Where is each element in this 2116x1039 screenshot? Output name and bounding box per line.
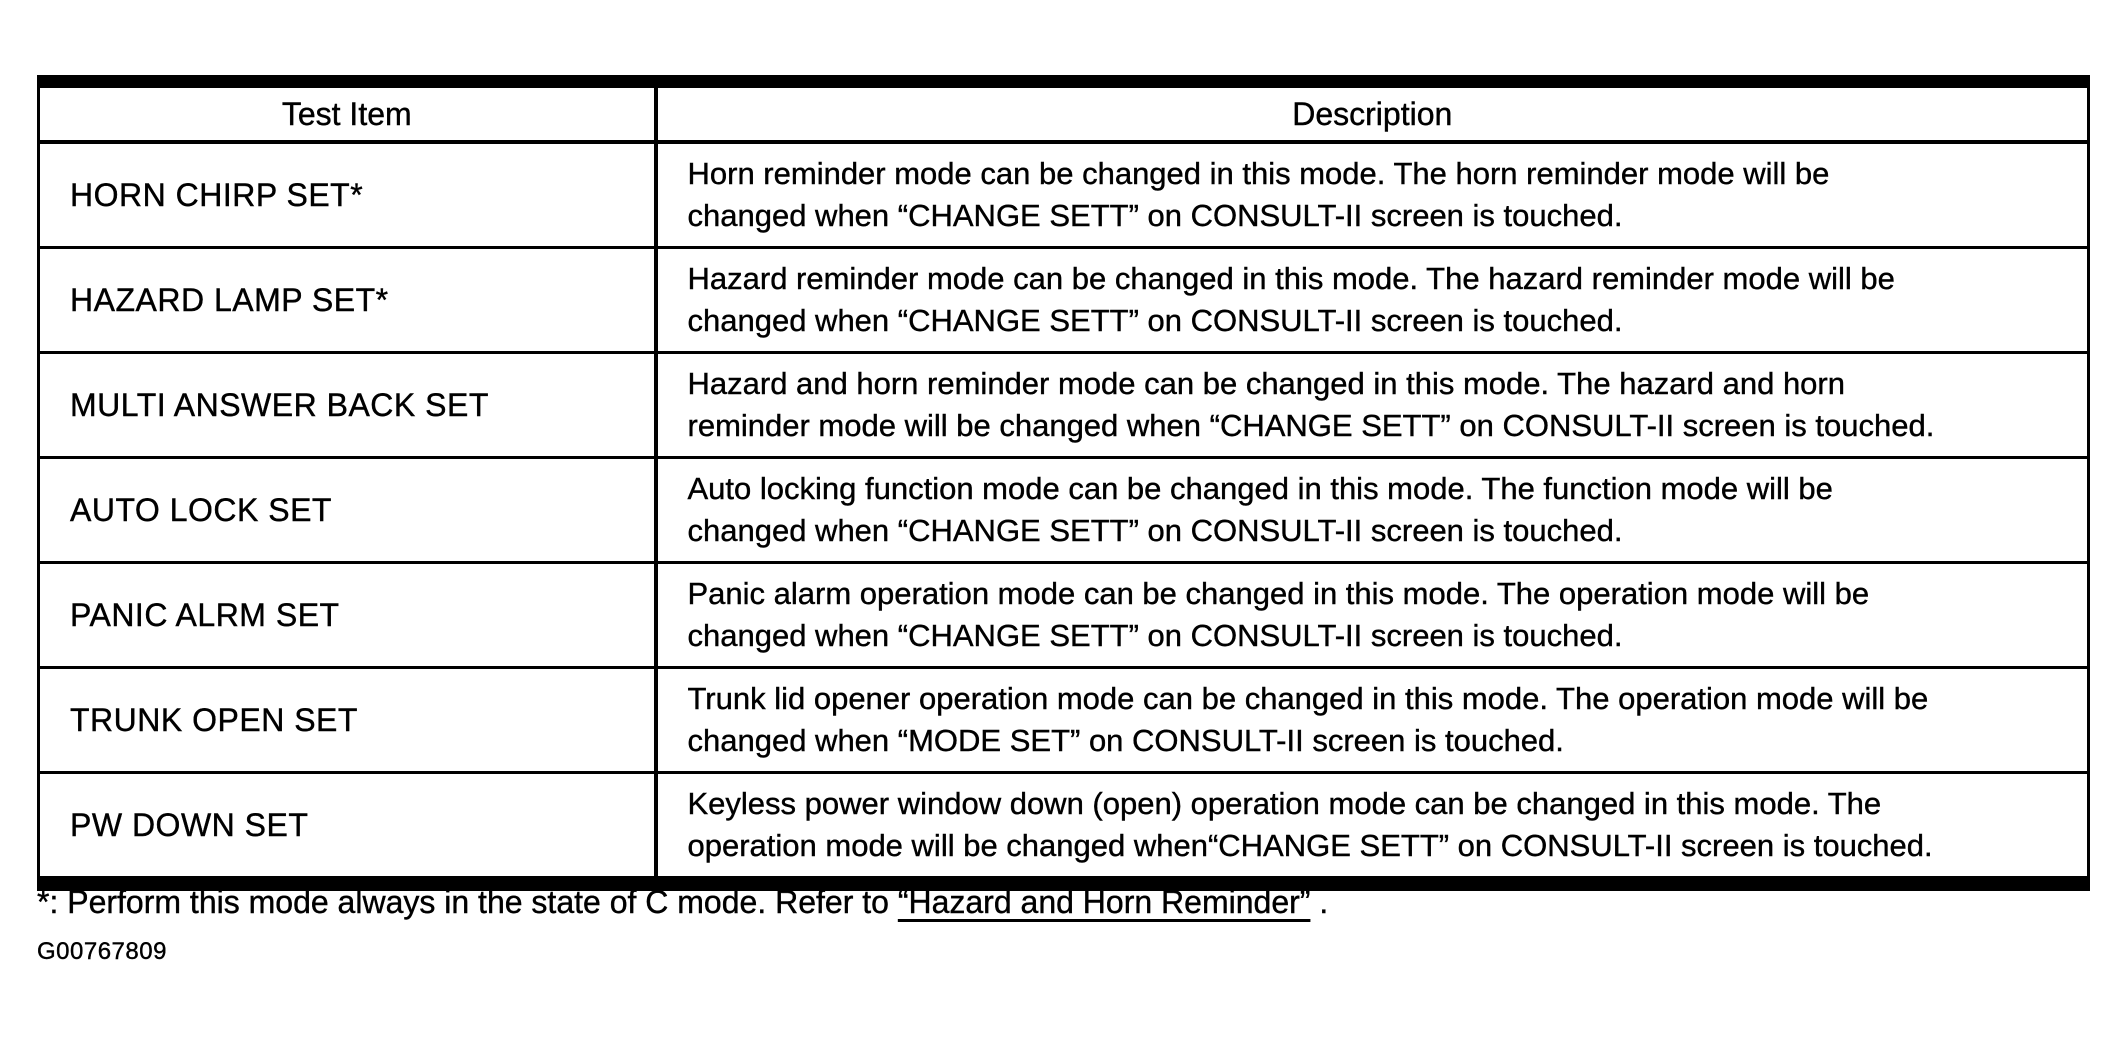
table-row [39,142,2089,248]
description-cell [656,458,2089,563]
footnote-period: . [1310,884,1329,920]
table-row [39,248,2089,353]
table-row [39,458,2089,563]
description-line: reminder mode will be changed when “CHANGE SETT” on CONSULT-II screen is touched. [687,408,1935,443]
description-line: Horn reminder mode can be changed in this mode. The horn reminder mode will be [687,156,1830,191]
test-item-cell: AUTO LOCK SET [39,458,656,563]
table-header-row [39,82,2089,143]
table-row [39,668,2089,773]
description-line: Panic alarm operation mode can be changed in this mode. The operation mode will be [687,576,1870,611]
description-line: Hazard reminder mode can be changed in this mode. The hazard reminder mode will be [687,261,1895,296]
description-cell [656,668,2089,773]
description-line: changed when “MODE SET” on CONSULT-II screen is touched. [687,723,1564,758]
test-item-cell: TRUNK OPEN SET [39,668,656,773]
description-line: Trunk lid opener operation mode can be changed in this mode. The operation mode will be [687,681,1929,716]
test-item-cell: MULTI ANSWER BACK SET [39,353,656,458]
figure-id: G00767809 [37,938,167,965]
description-line: changed when “CHANGE SETT” on CONSULT-II screen is touched. [687,618,1623,653]
test-item-cell: PW DOWN SET [39,773,656,884]
description-cell [656,353,2089,458]
description-cell [656,248,2089,353]
column-header-test-item: Test Item [39,82,656,143]
description-line: changed when “CHANGE SETT” on CONSULT-II screen is touched. [687,513,1623,548]
test-item-cell: PANIC ALRM SET [39,563,656,668]
description-line: changed when “CHANGE SETT” on CONSULT-II screen is touched. [687,303,1623,338]
test-item-cell: HAZARD LAMP SET* [39,248,656,353]
hazard-horn-reminder-link[interactable]: “Hazard and Horn Reminder” [897,884,1311,920]
description-cell [656,142,2089,248]
table-row [39,563,2089,668]
description-line: Auto locking function mode can be changed in this mode. The function mode will be [687,471,1833,506]
table-row [39,353,2089,458]
footnote-text: *: Perform this mode always in the state of C mode. Refer to [37,884,898,920]
table-row [39,773,2089,884]
description-cell [656,773,2089,884]
description-line: Keyless power window down (open) operation mode can be changed in this mode. The [687,786,1882,821]
footnote [37,884,1328,921]
description-line: operation mode will be changed when“CHANGE SETT” on CONSULT-II screen is touched. [687,828,1933,863]
test-item-cell: HORN CHIRP SET* [39,142,656,248]
description-line: changed when “CHANGE SETT” on CONSULT-II screen is touched. [687,198,1623,233]
description-line: Hazard and horn reminder mode can be changed in this mode. The hazard and horn [687,366,1845,401]
column-header-description: Description [656,82,2089,143]
test-item-table [37,75,2090,891]
description-cell [656,563,2089,668]
